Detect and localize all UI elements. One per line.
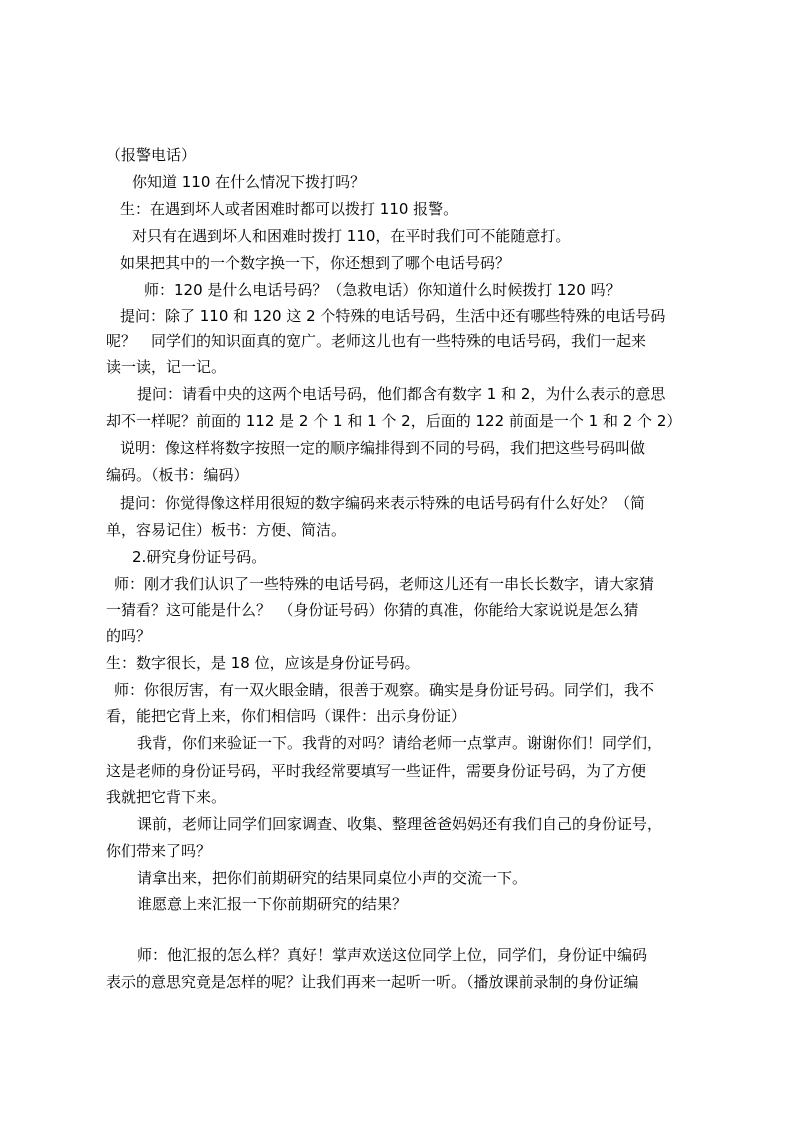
text-line: 看，能把它背上来，你们相信吗（课件：出示身份证） xyxy=(106,707,467,725)
text-line: 这是老师的身份证号码，平时我经常要填写一些证件，需要身份证号码，为了方便 xyxy=(106,762,647,780)
text-line: 师：他汇报的怎么样？真好！掌声欢送这位同学上位，同学们，身份证中编码 xyxy=(137,946,648,964)
text-line: 请拿出来，把你们前期研究的结果同桌位小声的交流一下。 xyxy=(137,869,528,887)
text-line: 对只有在遇到坏人和困难时拨打 110，在平时我们可不能随意打。 xyxy=(132,227,571,245)
text-line: 的吗？ xyxy=(106,627,152,645)
text-line: 提问：你觉得像这样用很短的数字编码来表示特殊的电话号码有什么好处？（简 xyxy=(120,494,646,512)
section-heading: 2.研究身份证号码。 xyxy=(132,548,267,566)
text-line: 编码。（板书：编码） xyxy=(106,466,249,484)
text-line: 说明：像这样将数字按照一定的顺序编排得到不同的号码，我们把这些号码叫做 xyxy=(120,439,646,457)
text-line: 却不一样呢？前面的 112 是 2 个 1 和 1 个 2，后面的 122 前面是一个 1 和 2 个 2） xyxy=(106,412,682,430)
text-line: （报警电话） xyxy=(106,146,197,164)
text-line: 呢？ 同学们的知识面真的宽广。老师这儿也有一些特殊的电话号码，我们一起来 xyxy=(106,332,647,350)
text-line: 读一读，记一记。 xyxy=(106,358,227,376)
text-line: 你们带来了吗？ xyxy=(106,842,212,860)
text-line: 我就把它背下来。 xyxy=(106,788,227,806)
text-line: 一猜看？这可能是什么？ （身份证号码）你猜的真准，你能给大家说说是怎么猜 xyxy=(106,601,639,619)
text-line: 师：你很厉害，有一双火眼金睛，很善于观察。确实是身份证号码。同学们，我不 xyxy=(114,681,655,699)
text-line: 表示的意思究竟是怎样的呢？让我们再来一起听一听。（播放课前录制的身份证编 xyxy=(106,973,639,991)
text-line: 提问：除了 110 和 120 这 2 个特殊的电话号码，生活中还有哪些特殊的电话号码 xyxy=(120,307,666,325)
text-line: 你知道 110 在什么情况下拨打吗？ xyxy=(132,173,366,191)
text-line: 如果把其中的一个数字换一下，你还想到了哪个电话号码？ xyxy=(120,254,511,272)
text-line: 单，容易记住）板书：方便、简洁。 xyxy=(106,521,347,539)
text-line: 课前，老师让同学们回家调查、收集、整理爸爸妈妈还有我们自己的身份证号， xyxy=(137,815,663,833)
text-line: 我背，你们来验证一下。我背的对吗？请给老师一点掌声。谢谢你们！同学们， xyxy=(137,734,663,752)
text-line: 师：120 是什么电话号码？（急救电话）你知道什么时候拨打 120 吗？ xyxy=(144,281,621,299)
text-line: 生：在遇到坏人或者困难时都可以拨打 110 报警。 xyxy=(120,200,459,218)
text-line: 生：数字很长，是 18 位，应该是身份证号码。 xyxy=(106,654,420,672)
text-line: 谁愿意上来汇报一下你前期研究的结果？ xyxy=(137,895,408,913)
text-line: 师：刚才我们认识了一些特殊的电话号码，老师这儿还有一串长长数字，请大家猜 xyxy=(114,575,655,593)
text-line: 提问：请看中央的这两个电话号码，他们都含有数字 1 和 2，为什么表示的意思 xyxy=(137,385,666,403)
